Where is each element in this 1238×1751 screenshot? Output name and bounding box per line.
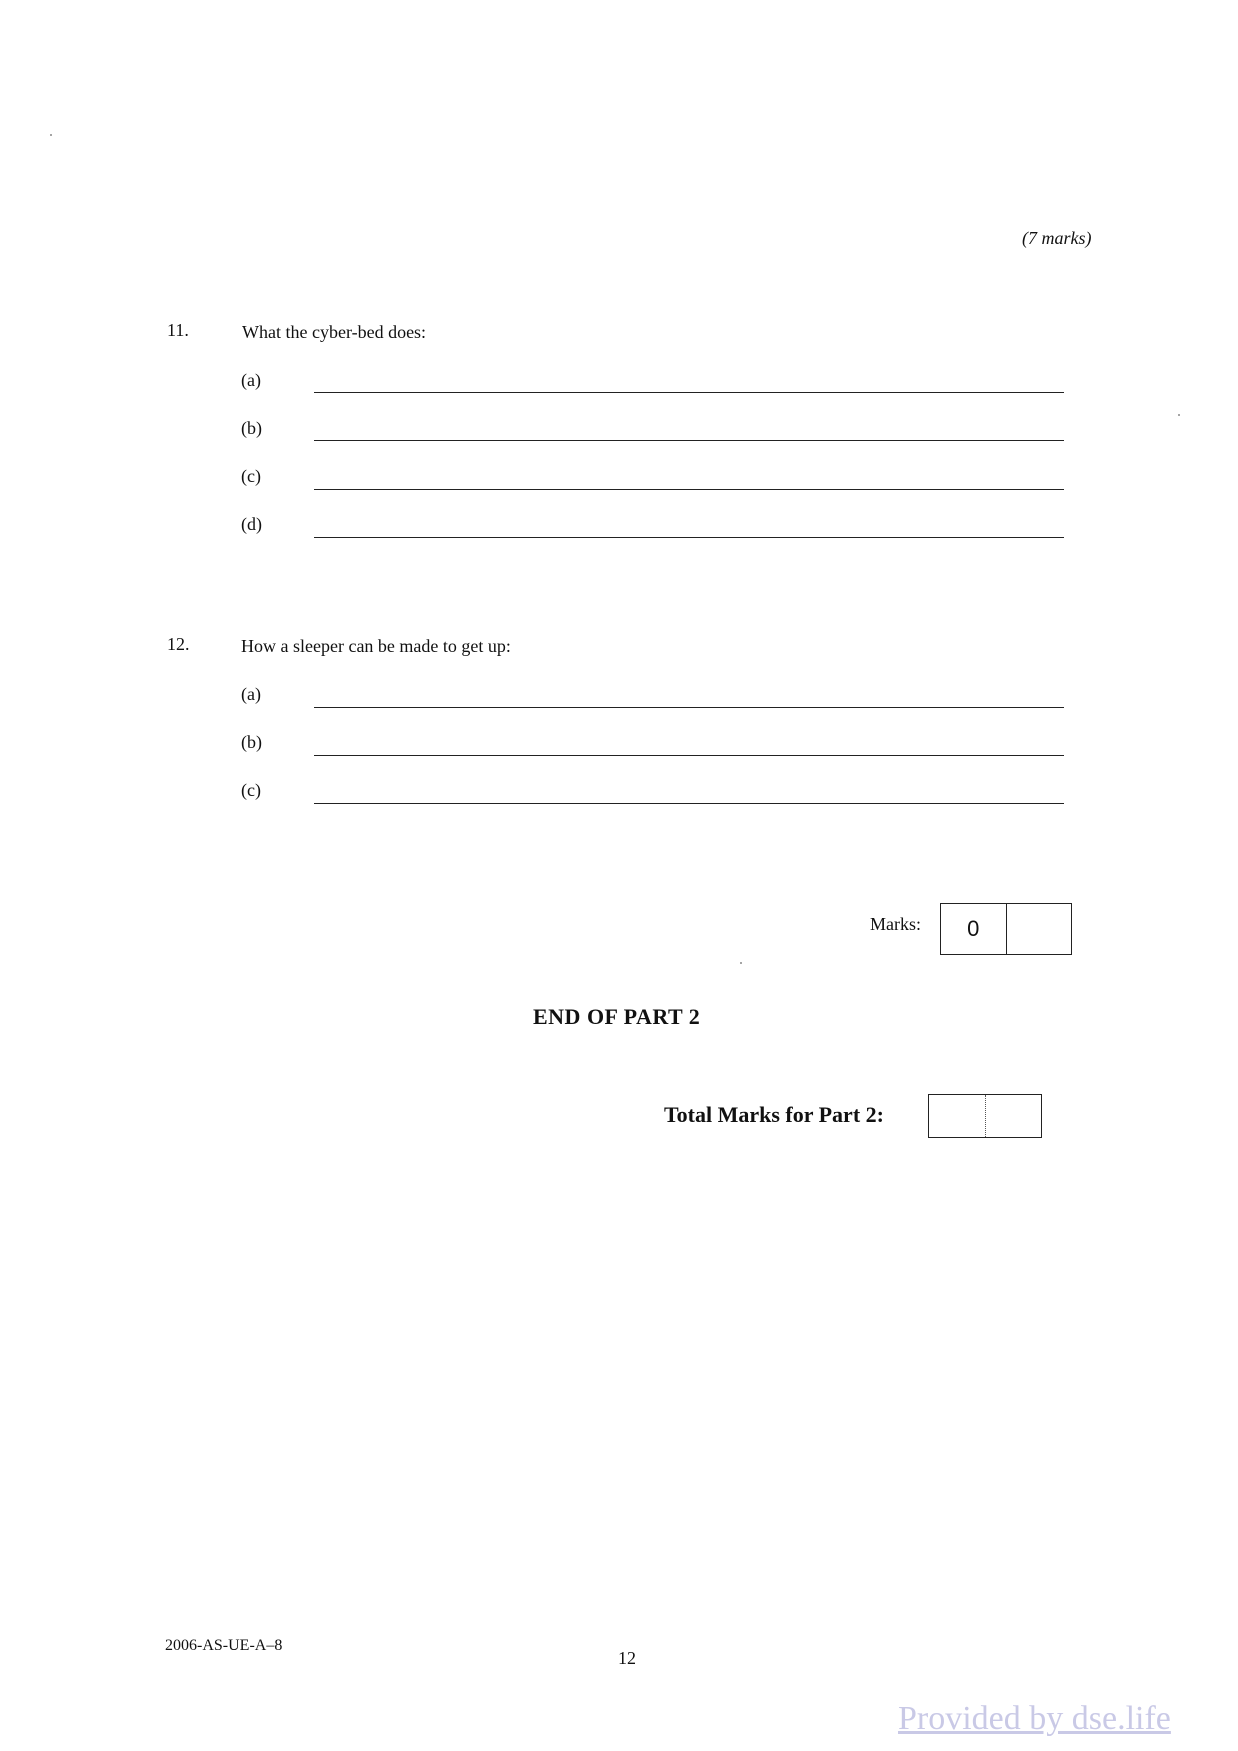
question-12-option-b: (b) bbox=[241, 732, 262, 752]
total-cell-units bbox=[985, 1095, 1042, 1137]
marks-label: Marks: bbox=[870, 914, 921, 934]
scan-speck bbox=[1178, 414, 1180, 416]
question-11-option-c: (c) bbox=[241, 466, 261, 486]
answer-line-11c[interactable] bbox=[314, 489, 1064, 490]
answer-line-12a[interactable] bbox=[314, 707, 1064, 708]
scan-speck bbox=[50, 134, 52, 136]
question-12-number: 12. bbox=[167, 634, 190, 654]
question-11-number: 11. bbox=[167, 320, 189, 340]
total-marks-label: Total Marks for Part 2: bbox=[664, 1102, 884, 1127]
question-11-option-d: (d) bbox=[241, 514, 262, 534]
page-number: 12 bbox=[618, 1648, 636, 1668]
answer-line-12b[interactable] bbox=[314, 755, 1064, 756]
total-marks-box bbox=[928, 1094, 1042, 1138]
question-11-option-a: (a) bbox=[241, 370, 261, 390]
marks-box bbox=[940, 903, 1072, 955]
question-11-text: What the cyber-bed does: bbox=[242, 322, 427, 342]
marks-note: (7 marks) bbox=[1022, 228, 1092, 248]
watermark-link[interactable]: Provided by dse.life bbox=[898, 1700, 1171, 1737]
question-12-option-c: (c) bbox=[241, 780, 261, 800]
answer-line-12c[interactable] bbox=[314, 803, 1064, 804]
paper-code: 2006-AS-UE-A–8 bbox=[165, 1637, 283, 1654]
question-11-option-b: (b) bbox=[241, 418, 262, 438]
marks-cell-units bbox=[1006, 904, 1072, 954]
question-12-option-a: (a) bbox=[241, 684, 261, 704]
total-cell-tens bbox=[929, 1095, 985, 1137]
scan-speck bbox=[740, 962, 742, 964]
answer-line-11a[interactable] bbox=[314, 392, 1064, 393]
answer-line-11d[interactable] bbox=[314, 537, 1064, 538]
answer-line-11b[interactable] bbox=[314, 440, 1064, 441]
marks-cell-tens: 0 bbox=[967, 916, 980, 941]
end-of-part-heading: END OF PART 2 bbox=[533, 1004, 701, 1029]
question-12-text: How a sleeper can be made to get up: bbox=[241, 636, 511, 656]
